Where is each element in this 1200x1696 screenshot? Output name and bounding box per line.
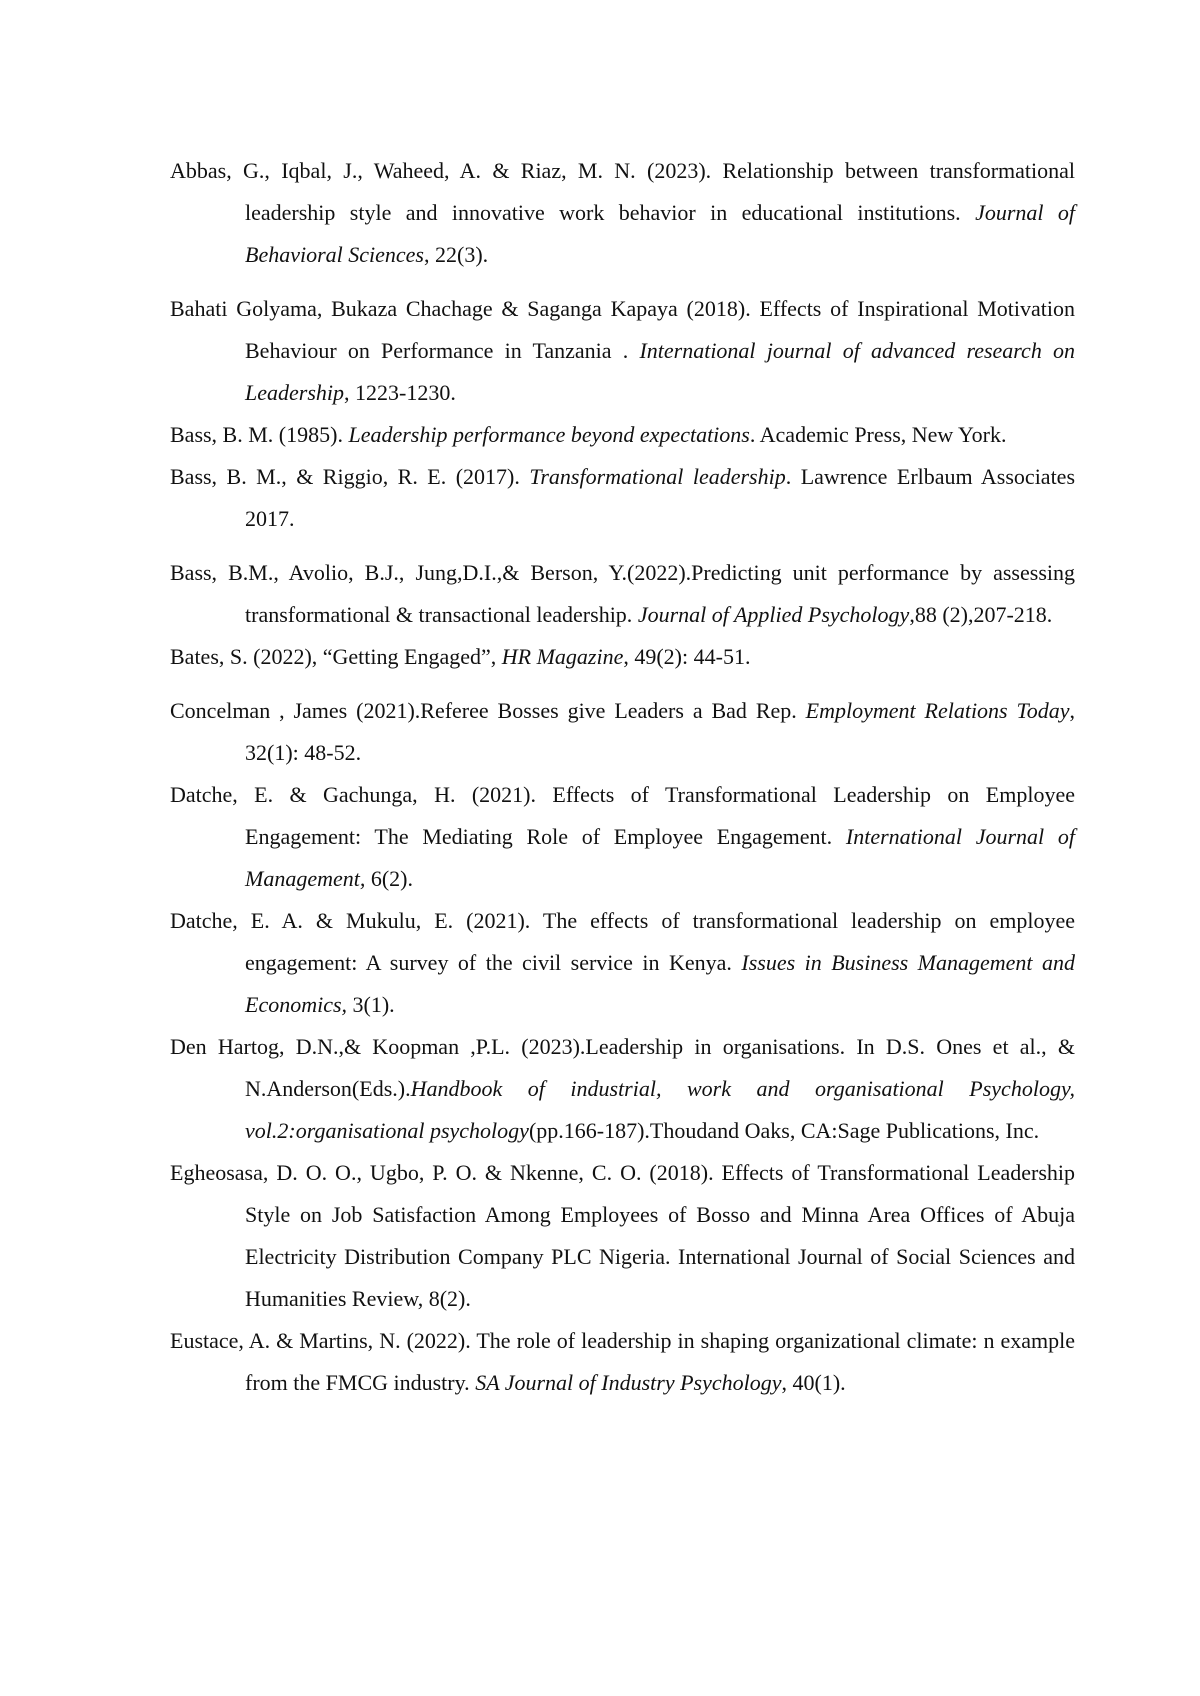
reference-text: Eustace, A. & Martins, N. (2022). The role of leadership in shaping organizational climate: n example from the FMCG industry.	[170, 1328, 1075, 1395]
reference-source: Leadership performance beyond expectations	[348, 422, 750, 447]
reference-source: Transformational leadership	[529, 464, 786, 489]
reference-entry	[170, 1026, 1075, 1152]
reference-details: , 22(3).	[424, 242, 489, 267]
reference-details: , 1223-1230.	[344, 380, 456, 405]
reference-text: Den Hartog, D.N.,& Koopman ,P.L. (2023).Leadership in organisations. In D.S. Ones et al., & N.Anderson(Eds.).	[170, 1034, 1075, 1101]
reference-details: . Lawrence Erlbaum Associates 2017.	[245, 464, 1076, 531]
reference-source: Journal of Applied Psychology	[637, 602, 910, 627]
reference-source: Handbook of industrial, work and organisational Psychology, vol.2:organisational psychology	[245, 1076, 1075, 1143]
reference-details: . Academic Press, New York.	[749, 422, 1007, 447]
reference-entry	[170, 774, 1075, 900]
reference-details: , 32(1): 48-52.	[245, 698, 1075, 765]
reference-text: Bass, B.M., Avolio, B.J., Jung,D.I.,& Berson, Y.(2022).Predicting unit performance by assessing transformational & transactional leadership.	[170, 560, 1075, 627]
reference-entry	[170, 414, 1075, 456]
reference-text: Bates, S. (2022), “Getting Engaged”,	[170, 644, 502, 669]
reference-text: Abbas, G., Iqbal, J., Waheed, A. & Riaz, M. N. (2023). Relationship between transformational leadership style and innovative work behavior in educational institutions.	[170, 158, 1075, 225]
reference-entry	[170, 636, 1075, 678]
reference-list	[170, 150, 1075, 1404]
reference-source: Employment Relations Today	[805, 698, 1070, 723]
reference-source: Journal of Behavioral Sciences	[245, 200, 1075, 267]
reference-source: Issues in Business Management and Economics,	[245, 950, 1075, 1017]
reference-text: Concelman , James (2021).Referee Bosses give Leaders a Bad Rep.	[170, 698, 806, 723]
reference-source: SA Journal of Industry Psychology	[475, 1370, 782, 1395]
reference-source: International journal of advanced research on Leadership	[245, 338, 1076, 405]
reference-text: Bahati Golyama, Bukaza Chachage & Saganga Kapaya (2018). Effects of Inspirational Motivation Behaviour on Performance in Tanzania .	[170, 296, 1075, 363]
reference-entry	[170, 1320, 1075, 1404]
reference-entry	[170, 690, 1075, 774]
reference-entry	[170, 1152, 1075, 1320]
reference-details: (pp.166-187).Thoudand Oaks, CA:Sage Publications, Inc.	[528, 1118, 1040, 1143]
reference-text: Bass, B. M., & Riggio, R. E. (2017).	[170, 464, 530, 489]
reference-details: , 49(2): 44-51.	[623, 644, 751, 669]
reference-source: HR Magazine	[501, 644, 624, 669]
reference-entry	[170, 288, 1075, 414]
reference-text: Datche, E. A. & Mukulu, E. (2021). The effects of transformational leadership on employee engagement: A survey of the civil service in Kenya.	[170, 908, 1075, 975]
reference-entry	[170, 900, 1075, 1026]
reference-details: 6(2).	[370, 866, 414, 891]
reference-details: , 40(1).	[781, 1370, 846, 1395]
reference-text: Bass, B. M. (1985).	[170, 422, 349, 447]
reference-entry	[170, 456, 1075, 540]
reference-entry	[170, 552, 1075, 636]
reference-text: Datche, E. & Gachunga, H. (2021). Effects of Transformational Leadership on Employee Engagement: The Mediating Role of Employee Engagement.	[170, 782, 1075, 849]
reference-entry	[170, 150, 1075, 276]
reference-source: International Journal of Management,	[245, 824, 1075, 891]
reference-text: Egheosasa, D. O. O., Ugbo, P. O. & Nkenne, C. O. (2018). Effects of Transformational Leadership Style on Job Satisfaction Among Employees of Bosso and Minna Area Offices of Abuja Electricity Distribution Company PLC Nigeria. International Journal of Social Sciences and Humanities Review, 8(2).	[170, 1160, 1075, 1311]
reference-details: 3(1).	[352, 992, 395, 1017]
reference-details: ,88 (2),207-218.	[909, 602, 1053, 627]
